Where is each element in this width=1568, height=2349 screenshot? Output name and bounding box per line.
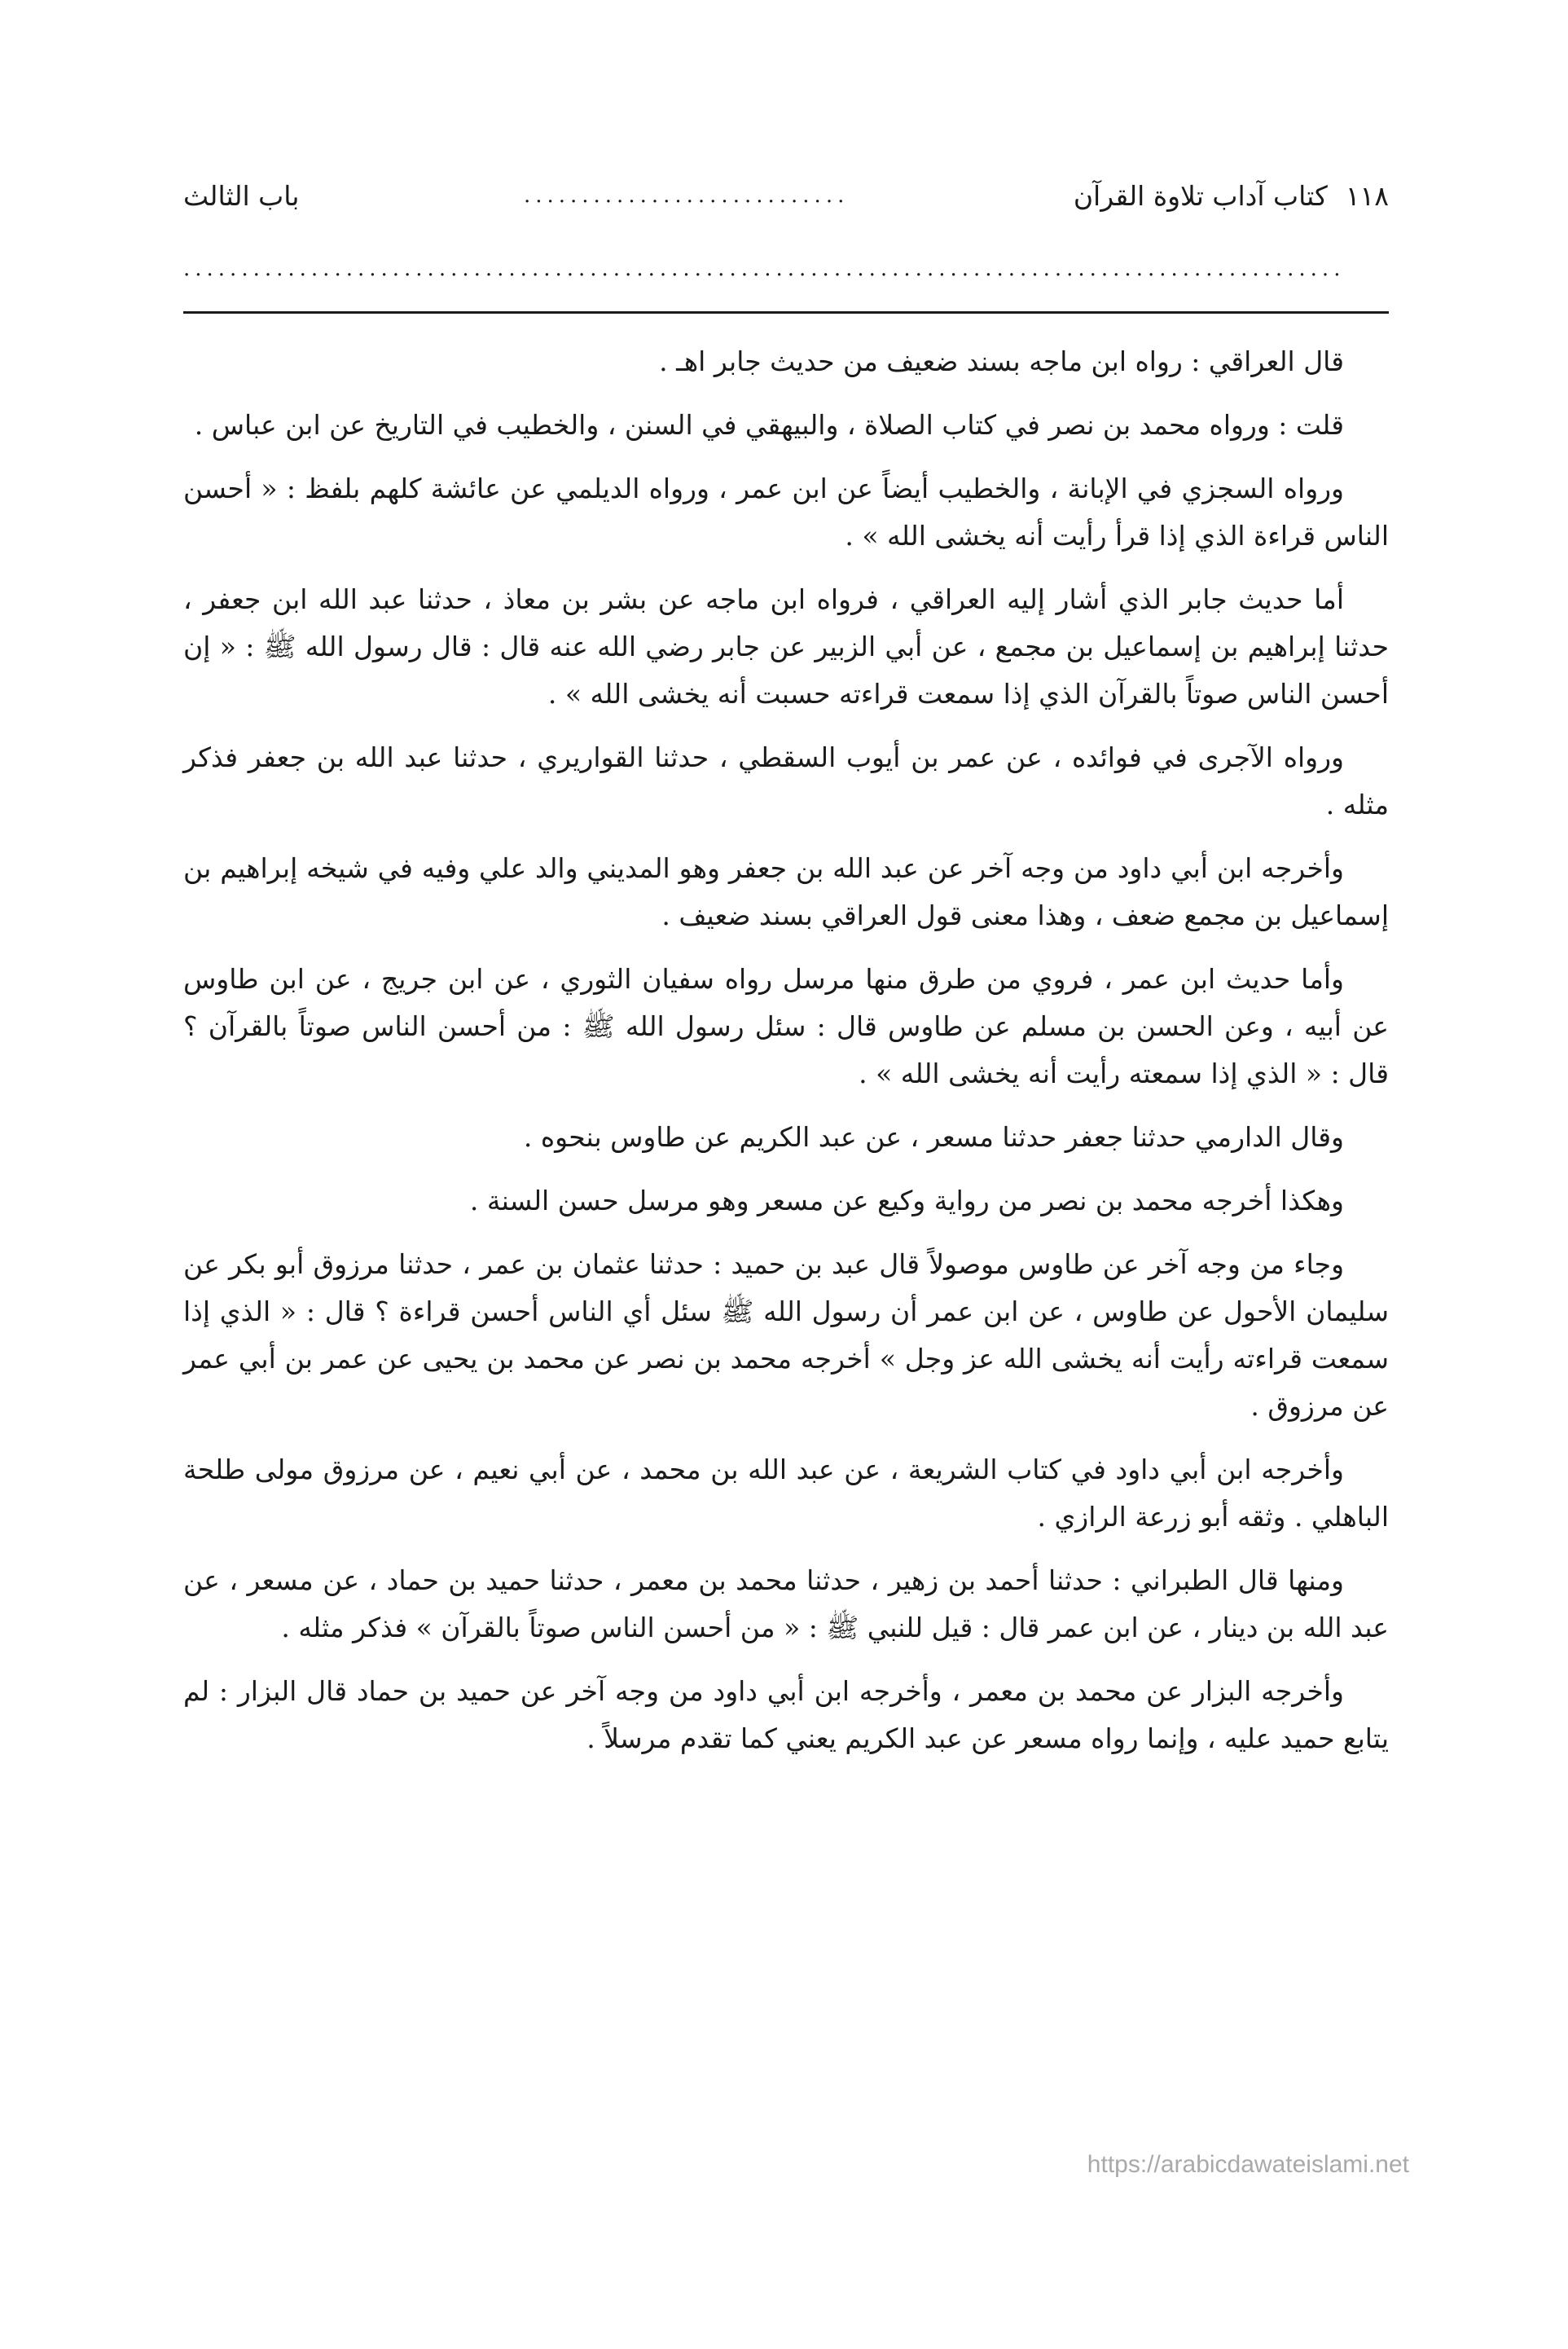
watermark-url: https://arabicdawateislami.net <box>1087 2151 1409 2178</box>
paragraph: قلت : ورواه محمد بن نصر في كتاب الصلاة ، والبيهقي في السنن ، والخطيب في التاريخ عن ابن عباس . <box>194 409 1344 441</box>
paragraph: ورواه السجزي في الإبانة ، والخطيب أيضاً عن ابن عمر ، ورواه الديلمي عن عائشة كلهم بلفظ : « أحسن الناس قراءة الذي إذا قرأ رأيت أنه يخشى الله » . <box>183 473 1389 552</box>
paragraph: وأخرجه ابن أبي داود في كتاب الشريعة ، عن عبد الله بن محمد ، عن أبي نعيم ، عن مرزوق مولى طلحة الباهلي . وثقه أبو زرعة الرازي . <box>183 1454 1389 1533</box>
running-header <box>183 171 1389 220</box>
header-dot-leader: ............................ <box>523 183 850 208</box>
paragraph: قال العراقي : رواه ابن ماجه بسند ضعيف من حديث جابر اهـ . <box>659 345 1344 377</box>
paragraph: وجاء من وجه آخر عن طاوس موصولاً قال عبد بن حميد : حدثنا عثمان بن عمر ، حدثنا مرزوق أبو بكر عن سليمان الأحول عن طاوس ، عن ابن عمر أن رسول الله ﷺ سئل أي الناس أحسن قراءة ؟ قال : « الذي إذا سمعت قراءته رأيت أنه يخشى الله عز وجل » أخرجه محمد بن نصر عن محمد بن يحيى عن عمر بن أبي عمر عن مرزوق . <box>183 1248 1389 1422</box>
chapter-title: باب الثالث <box>183 179 300 212</box>
paragraph: أما حديث جابر الذي أشار إليه العراقي ، فرواه ابن ماجه عن بشر بن معاذ ، حدثنا عبد الله ابن جعفر ، حدثنا إبراهيم بن إسماعيل بن مجمع ، عن أبي الزبير عن جابر رضي الله عنه قال : قال رسول الله ﷺ : « إن أحسن الناس صوتاً بالقرآن الذي إذا سمعت قراءته حسبت أنه يخشى الله » . <box>183 583 1389 710</box>
paragraph: ومنها قال الطبراني : حدثنا أحمد بن زهير ، حدثنا محمد بن معمر ، حدثنا حميد بن حماد ، عن مسعر ، عن عبد الله بن دينار ، عن ابن عمر قال : قيل للنبي ﷺ : « من أحسن الناس صوتاً بالقرآن » فذكر مثله . <box>183 1564 1389 1643</box>
book-title: كتاب آداب تلاوة القرآن <box>1073 179 1328 212</box>
paragraph: وأما حديث ابن عمر ، فروي من طرق منها مرسل رواه سفيان الثوري ، عن ابن جريج ، عن ابن طاوس عن أبيه ، وعن الحسن بن مسلم عن طاوس قال : سئل رسول الله ﷺ : من أحسن الناس صوتاً بالقرآن ؟ قال : « الذي إذا سمعته رأيت أنه يخشى الله » . <box>183 963 1389 1089</box>
paragraph: وأخرجه البزار عن محمد بن معمر ، وأخرجه ابن أبي داود من وجه آخر عن حميد بن حماد قال البزار : لم يتابع حميد عليه ، وإنما رواه مسعر عن عبد الكريم يعني كما تقدم مرسلاً . <box>183 1675 1389 1754</box>
paragraph: وهكذا أخرجه محمد بن نصر من رواية وكيع عن مسعر وهو مرسل حسن السنة . <box>469 1185 1344 1216</box>
body-text <box>183 338 1389 1779</box>
paragraph: وأخرجه ابن أبي داود من وجه آخر عن عبد الله بن جعفر وهو المديني والد علي وفيه في شيخه إبراهيم بن إسماعيل بن مجمع ضعف ، وهذا معنى قول العراقي بسند ضعيف . <box>183 852 1389 931</box>
paragraph: ورواه الآجرى في فوائده ، عن عمر بن أيوب السقطي ، حدثنا القواريري ، حدثنا عبد الله بن جعفر فذكر مثله . <box>183 741 1389 820</box>
header-rule <box>183 311 1389 314</box>
paragraph: وقال الدارمي حدثنا جعفر حدثنا مسعر ، عن عبد الكريم عن طاوس بنحوه . <box>523 1121 1344 1153</box>
page-number: ١١٨ <box>1345 179 1389 212</box>
dotted-separator: .................................................................................................... <box>183 257 1346 281</box>
